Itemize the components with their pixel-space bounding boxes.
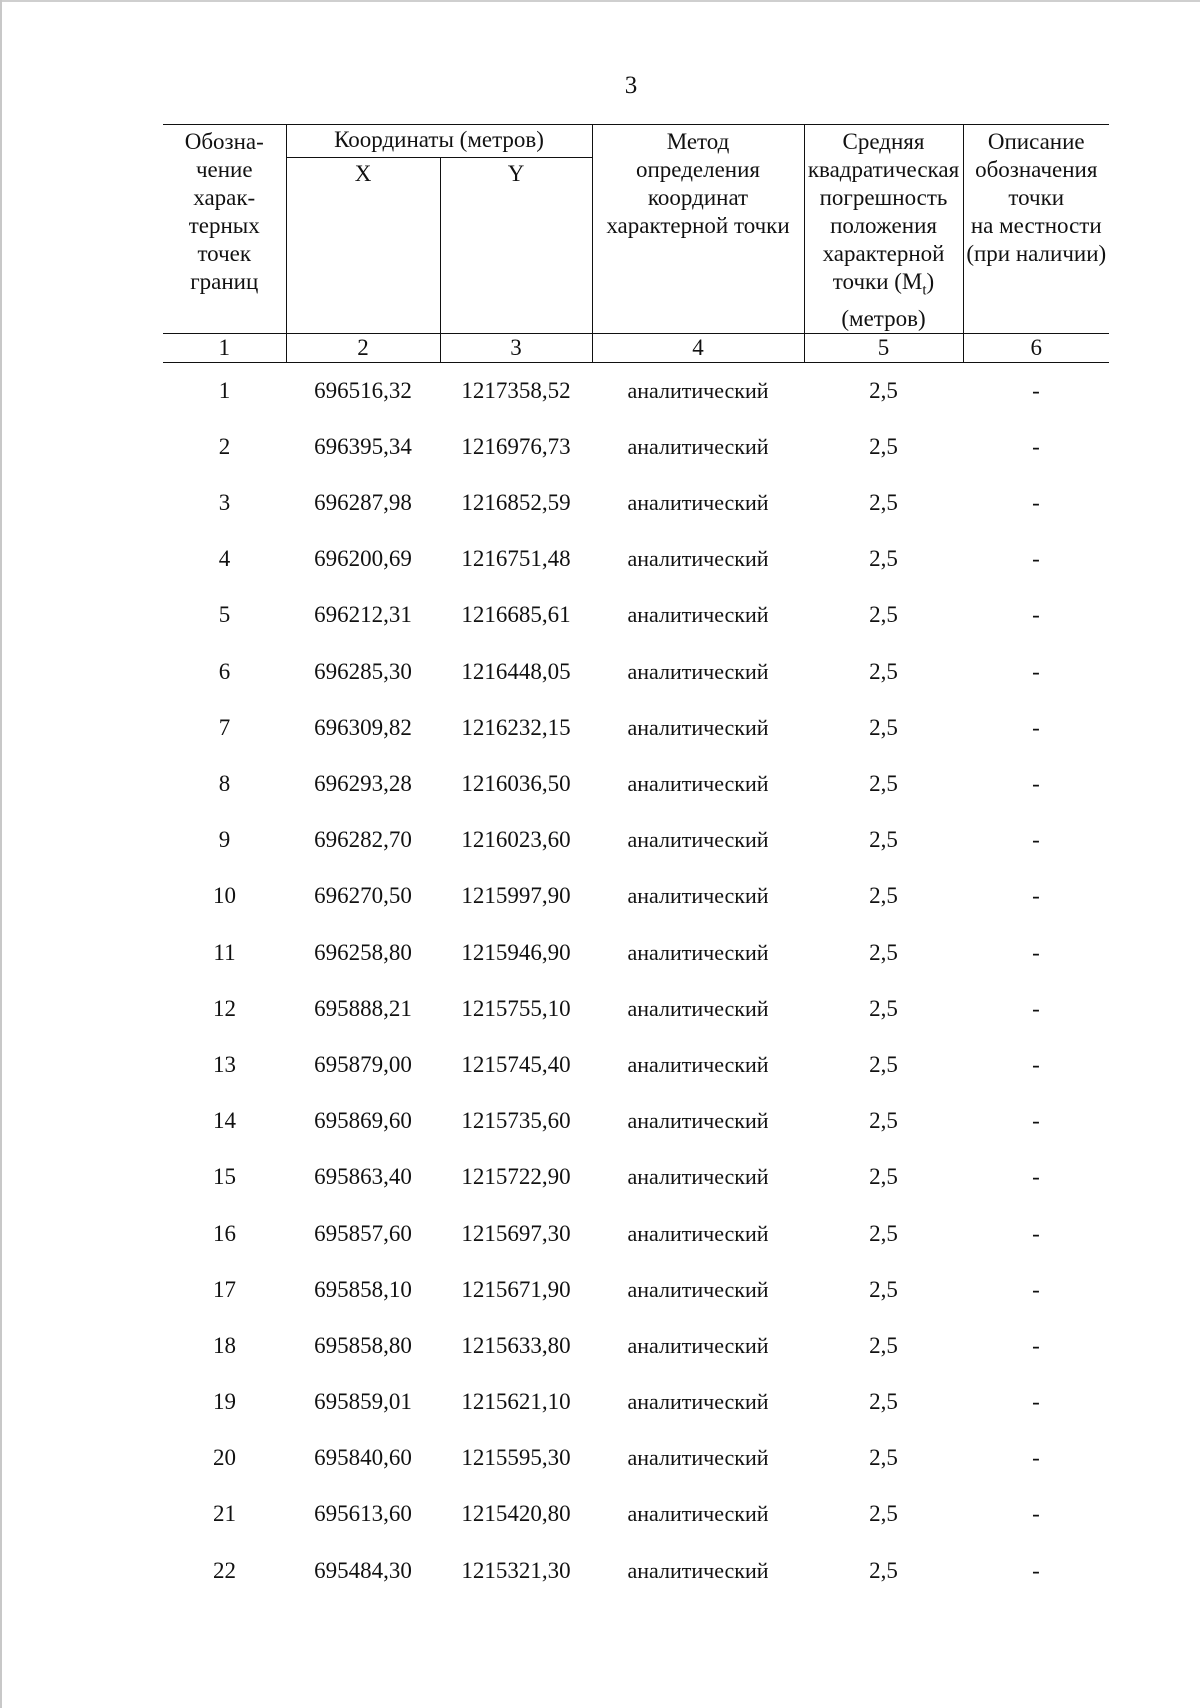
error-cell: 2,5 (869, 377, 898, 403)
y-coordinate-cell: 1216036,50 (461, 771, 571, 796)
method-cell: аналитический (627, 1501, 769, 1527)
description-cell: - (1032, 714, 1040, 740)
point-number-cell: 6 (218, 658, 231, 684)
table-row (163, 419, 1109, 475)
header-description (963, 125, 1109, 334)
point-number-cell: 19 (213, 1389, 236, 1415)
table-row (163, 868, 1109, 924)
x-coordinate-cell: 696212,31 (314, 602, 412, 628)
description-cell: - (1032, 1557, 1040, 1583)
table-row (163, 531, 1109, 587)
method-cell: аналитический (627, 490, 769, 516)
description-cell: - (1032, 377, 1040, 403)
x-coordinate-cell: 696200,69 (314, 546, 412, 572)
x-coordinate-cell: 696282,70 (314, 827, 412, 853)
table-row (163, 1486, 1109, 1542)
description-cell: - (1032, 1501, 1040, 1527)
header-description-text: Описание обозначения точки на местности (при наличии) (966, 129, 1107, 266)
header-y: Y (440, 158, 592, 333)
error-cell: 2,5 (869, 1389, 898, 1415)
x-coordinate-cell: 696270,50 (314, 883, 412, 909)
point-number-cell: 22 (213, 1557, 236, 1583)
x-coordinate-cell: 696287,98 (314, 490, 412, 516)
description-cell: - (1032, 490, 1040, 516)
error-cell: 2,5 (869, 658, 898, 684)
scan-left-edge (0, 0, 2, 1708)
error-cell: 2,5 (869, 433, 898, 459)
x-coordinate-cell: 695857,60 (314, 1220, 412, 1246)
error-cell: 2,5 (869, 714, 898, 740)
header-error-text-post: ) (метров) (841, 269, 935, 331)
method-cell: аналитический (627, 827, 769, 853)
x-coordinate-cell: 696285,30 (314, 658, 412, 684)
point-number-cell: 14 (213, 1108, 236, 1134)
point-number-cell: 5 (218, 602, 231, 628)
method-cell: аналитический (627, 433, 769, 459)
y-coordinate-cell: 1215755,10 (461, 995, 571, 1021)
description-cell: - (1032, 1389, 1040, 1415)
point-number-cell: 4 (218, 546, 231, 572)
table-row (163, 644, 1109, 700)
description-cell: - (1032, 546, 1040, 572)
error-cell: 2,5 (869, 490, 898, 516)
description-cell: - (1032, 1332, 1040, 1358)
header-designation-text: Обозна- чение харак- терных точек границ (184, 129, 264, 294)
error-cell: 2,5 (869, 939, 898, 965)
method-cell: аналитический (627, 546, 769, 572)
method-cell: аналитический (627, 602, 769, 628)
x-coordinate-cell: 695859,01 (314, 1389, 412, 1415)
error-cell: 2,5 (869, 1276, 898, 1302)
x-coordinate-cell: 695869,60 (314, 1108, 412, 1134)
x-coordinate-cell: 695613,60 (314, 1501, 412, 1527)
table-row (163, 1430, 1109, 1486)
table-row (163, 700, 1109, 756)
y-coordinate-cell: 1215420,80 (461, 1501, 571, 1527)
y-coordinate-cell: 1215735,60 (461, 1108, 571, 1134)
x-coordinate-cell: 696258,80 (314, 939, 412, 965)
point-number-cell: 7 (218, 714, 231, 740)
x-coordinate-cell: 695879,00 (314, 1051, 412, 1077)
scan-top-edge (0, 0, 1200, 2)
description-cell: - (1032, 883, 1040, 909)
y-coordinate-cell: 1215671,90 (461, 1276, 571, 1302)
point-number-cell: 11 (213, 939, 236, 965)
y-coordinate-cell: 1215595,30 (461, 1445, 571, 1471)
table-row (163, 924, 1109, 980)
description-cell: - (1032, 433, 1040, 459)
error-cell: 2,5 (869, 602, 898, 628)
y-coordinate-cell: 1215697,30 (461, 1220, 571, 1246)
y-coordinate-cell: 1216023,60 (461, 827, 571, 853)
error-cell: 2,5 (869, 1557, 898, 1583)
column-number: 5 (804, 333, 963, 362)
x-coordinate-cell: 695858,10 (314, 1276, 412, 1302)
error-cell: 2,5 (869, 883, 898, 909)
y-coordinate-cell: 1215621,10 (461, 1389, 571, 1415)
header-error (804, 125, 963, 334)
x-coordinate-cell: 696516,32 (314, 377, 412, 403)
header-method-text: Метод определения координат характерной точки (606, 129, 790, 238)
y-coordinate-cell: 1215633,80 (461, 1332, 571, 1358)
table-row (163, 1262, 1109, 1318)
y-coordinate-cell: 1215946,90 (461, 939, 571, 965)
point-number-cell: 15 (213, 1164, 236, 1190)
x-coordinate-cell: 696309,82 (314, 714, 412, 740)
point-number-cell: 21 (213, 1501, 236, 1527)
method-cell: аналитический (627, 883, 769, 909)
method-cell: аналитический (627, 1164, 769, 1190)
table-row (163, 1374, 1109, 1430)
table-row (163, 475, 1109, 531)
boundary-points-table (163, 124, 1109, 1599)
y-coordinate-cell: 1215722,90 (461, 1164, 571, 1190)
table-row (163, 587, 1109, 643)
method-cell: аналитический (627, 1108, 769, 1134)
error-cell: 2,5 (869, 1051, 898, 1077)
header-method (592, 125, 804, 334)
y-coordinate-cell: 1216852,59 (461, 490, 571, 516)
method-cell: аналитический (627, 1445, 769, 1471)
error-cell: 2,5 (869, 1220, 898, 1246)
x-coordinate-cell: 696293,28 (314, 771, 412, 796)
description-cell: - (1032, 939, 1040, 965)
table-row (163, 1149, 1109, 1205)
error-cell: 2,5 (869, 1164, 898, 1190)
column-numbers-row (163, 333, 1109, 362)
description-cell: - (1032, 827, 1040, 853)
point-number-cell: 2 (218, 433, 231, 459)
method-cell: аналитический (627, 658, 769, 684)
header-x: X (286, 158, 440, 333)
method-cell: аналитический (627, 1332, 769, 1358)
method-cell: аналитический (627, 1276, 769, 1302)
table-row (163, 1318, 1109, 1374)
description-cell: - (1032, 658, 1040, 684)
page-number: 3 (624, 72, 638, 99)
table-row (163, 756, 1109, 812)
point-number-cell: 17 (213, 1276, 236, 1302)
point-number-cell: 12 (213, 995, 236, 1021)
error-cell: 2,5 (869, 1108, 898, 1134)
point-number-cell: 3 (218, 490, 231, 516)
table-row (163, 1543, 1109, 1599)
error-cell: 2,5 (869, 771, 898, 796)
header-error-subscript: t (922, 282, 927, 299)
x-coordinate-cell: 695888,21 (314, 995, 412, 1021)
error-cell: 2,5 (869, 995, 898, 1021)
error-cell: 2,5 (869, 1501, 898, 1527)
table-row (163, 1093, 1109, 1149)
column-number: 6 (963, 333, 1109, 362)
point-number-cell: 13 (213, 1051, 236, 1077)
table-row (163, 362, 1109, 419)
description-cell: - (1032, 1276, 1040, 1302)
error-cell: 2,5 (869, 546, 898, 572)
column-number: 2 (286, 333, 440, 362)
point-number-cell: 1 (218, 377, 231, 403)
method-cell: аналитический (627, 995, 769, 1021)
table-row (163, 1037, 1109, 1093)
point-number-cell: 8 (218, 771, 231, 796)
point-number-cell: 18 (213, 1332, 236, 1358)
description-cell: - (1032, 1164, 1040, 1190)
method-cell: аналитический (627, 939, 769, 965)
description-cell: - (1032, 771, 1040, 796)
method-cell: аналитический (627, 714, 769, 740)
description-cell: - (1032, 602, 1040, 628)
header-coordinates-group: Координаты (метров) (286, 125, 592, 158)
x-coordinate-cell: 695863,40 (314, 1164, 412, 1190)
table-row (163, 981, 1109, 1037)
y-coordinate-cell: 1216448,05 (461, 658, 571, 684)
description-cell: - (1032, 1445, 1040, 1471)
x-coordinate-cell: 695840,60 (314, 1445, 412, 1471)
column-number: 4 (592, 333, 804, 362)
method-cell: аналитический (627, 1389, 769, 1415)
error-cell: 2,5 (869, 827, 898, 853)
header-error-text-pre: Средняя квадратическая погрешность положения характерной точки (M (807, 129, 960, 294)
table-row (163, 812, 1109, 868)
x-coordinate-cell: 695858,80 (314, 1332, 412, 1358)
method-cell: аналитический (627, 1220, 769, 1246)
y-coordinate-cell: 1216976,73 (461, 433, 571, 459)
method-cell: аналитический (627, 1557, 769, 1583)
table-header (163, 125, 1109, 363)
error-cell: 2,5 (869, 1332, 898, 1358)
x-coordinate-cell: 696395,34 (314, 433, 412, 459)
y-coordinate-cell: 1215997,90 (461, 883, 571, 909)
point-number-cell: 9 (218, 827, 231, 853)
y-coordinate-cell: 1215321,30 (461, 1557, 571, 1583)
column-number: 3 (440, 333, 592, 362)
y-coordinate-cell: 1215745,40 (461, 1051, 571, 1077)
point-number-cell: 20 (213, 1445, 236, 1471)
description-cell: - (1032, 1108, 1040, 1134)
description-cell: - (1032, 1051, 1040, 1077)
table-body (163, 362, 1109, 1599)
y-coordinate-cell: 1216751,48 (461, 546, 571, 572)
point-number-cell: 16 (213, 1220, 236, 1246)
table-row (163, 1205, 1109, 1261)
method-cell: аналитический (627, 1051, 769, 1077)
error-cell: 2,5 (869, 1445, 898, 1471)
description-cell: - (1032, 1220, 1040, 1246)
header-designation (163, 125, 286, 334)
y-coordinate-cell: 1216685,61 (461, 602, 571, 628)
point-number-cell: 10 (213, 883, 236, 909)
method-cell: аналитический (627, 377, 769, 403)
column-number: 1 (163, 333, 286, 362)
x-coordinate-cell: 695484,30 (314, 1557, 412, 1583)
y-coordinate-cell: 1217358,52 (461, 377, 571, 403)
method-cell: аналитический (627, 771, 769, 796)
y-coordinate-cell: 1216232,15 (461, 714, 571, 740)
description-cell: - (1032, 995, 1040, 1021)
